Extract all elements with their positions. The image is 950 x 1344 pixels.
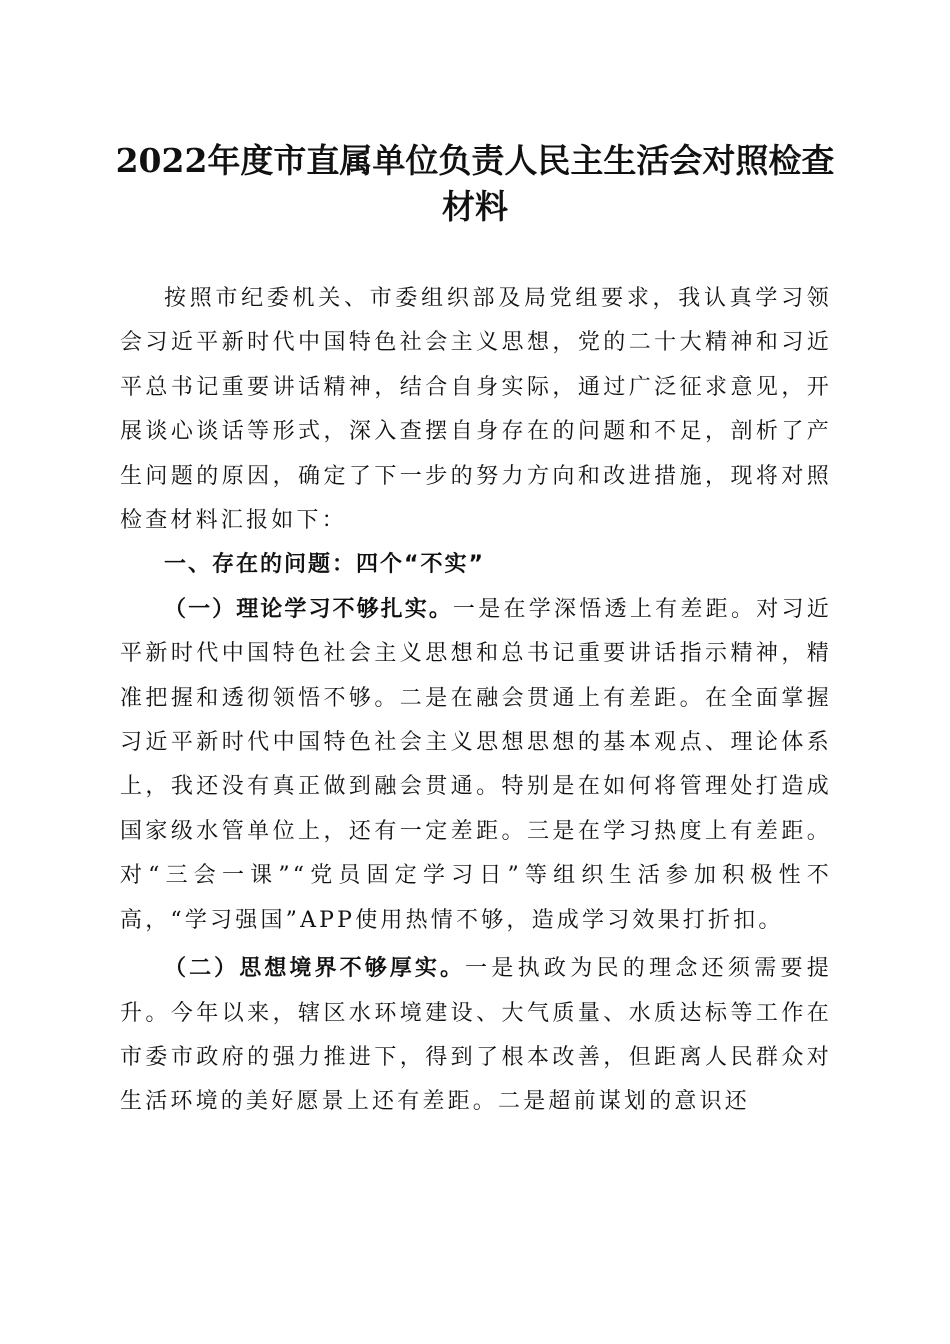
item-body-theory-study: 一是在学深悟透上有差距。对习近平新时代中国特色社会主义思想和总书记重要讲话指示精神，精准把握和透彻领悟不够。二是在融会贯通上有差距。在全面掌握习近平新时代中国特色社会主义思想思想的基本观点、理论体系上，我还没有真正做到融会贯通。特别是在如何将管理处打造成国家级水管单位上，还有一定差距。三是在学习热度上有差距。对“三会一课”“党员固定学习日”等组织生活参加积极性不高，“学习强国”APP使用热情不够，造成学习效果打折扣。 (120, 596, 832, 933)
document-title: 2022年度市直属单位负责人民主生活会对照检查材料 (115, 141, 835, 226)
intro-paragraph: 按照市纪委机关、市委组织部及局党组要求，我认真学习领会习近平新时代中国特色社会主义思想，党的二十大精神和习近平总书记重要讲话精神，结合自身实际，通过广泛征求意见，开展谈心谈话等形式，深入查摆自身存在的问题和不足，剖析了产生问题的原因，确定了下一步的努力方向和改进措施，现将对照检查材料汇报如下： (120, 286, 832, 534)
item-paragraph-theory-study (120, 588, 832, 943)
section-heading-problems: 一、存在的问题：四个“不实” (164, 552, 485, 578)
item-heading-theory-study: （一）理论学习不够扎实。 (164, 596, 453, 622)
item-body-ideology: 一是执政为民的理念还须需要提升。今年以来，辖区水环境建设、大气质量、水质达标等工作在市委市政府的强力推进下，得到了根本改善，但距离人民群众对生活环境的美好愿景上还有差距。二是超前谋划的意识还 (120, 956, 832, 1115)
document-body (120, 277, 832, 1125)
item-paragraph-ideology (120, 947, 832, 1125)
item-heading-ideology: （二）思想境界不够厚实。 (164, 956, 466, 982)
